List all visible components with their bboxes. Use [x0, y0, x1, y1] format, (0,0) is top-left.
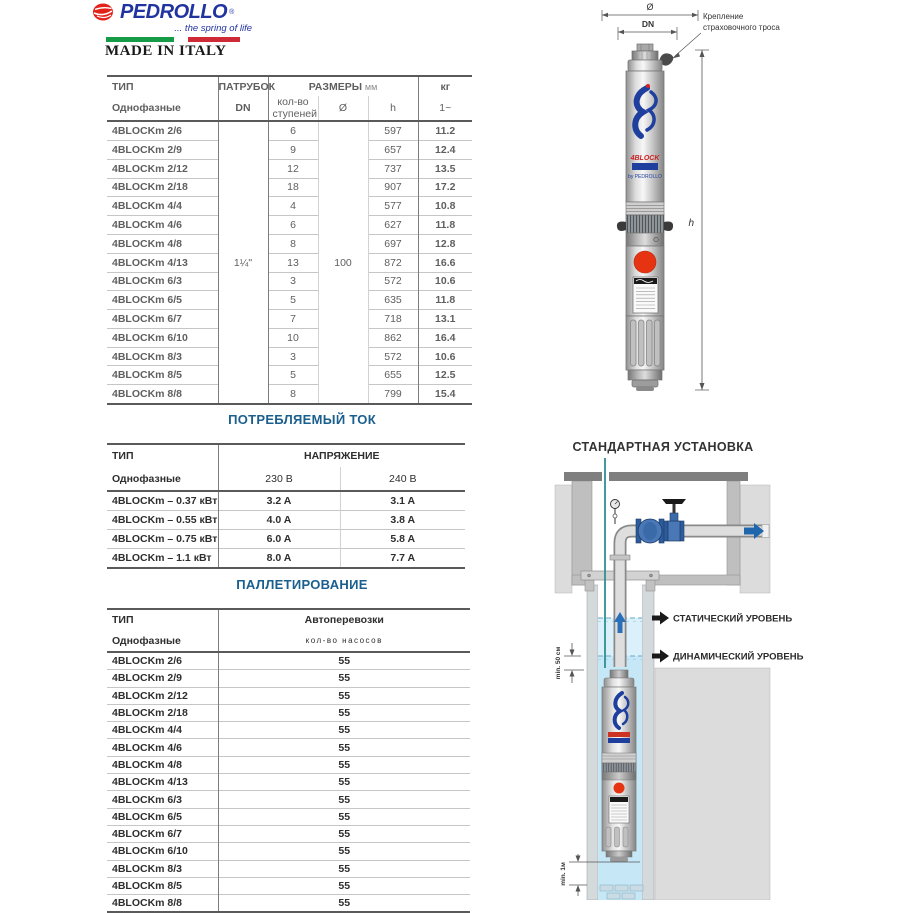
well-casing-left	[587, 585, 598, 900]
header-row-2	[107, 467, 465, 491]
pump-dim-dn	[618, 19, 677, 40]
col-header-240v: 240 В	[340, 467, 465, 491]
pallet-cell-type: 4BLOCKm 2/9	[107, 670, 218, 687]
current-cell-type: 4BLOCKm – 1.1 кВт	[107, 549, 218, 569]
dim-cell-h: 577	[368, 197, 418, 216]
table-row	[107, 670, 470, 687]
gate-valve	[662, 499, 686, 541]
dim-cell-kg: 10.6	[418, 347, 472, 366]
header-row-1	[107, 444, 465, 467]
pallet-table-body	[107, 652, 470, 912]
registered-mark: ®	[229, 8, 235, 16]
header-row-2	[107, 630, 470, 652]
dim-cell-h: 572	[368, 347, 418, 366]
dim-cell-dn: 1¼"	[218, 121, 268, 404]
table-row	[107, 121, 472, 140]
dim-cell-stages: 18	[268, 178, 318, 197]
pump-brand-band	[632, 163, 658, 170]
dim-cell-type: 4BLOCKm 6/3	[107, 272, 218, 291]
table-row	[107, 234, 472, 253]
col-header-type-sub: Однофазные	[107, 96, 218, 121]
min-depth-dimension	[555, 643, 584, 683]
dim-cell-type: 4BLOCKm 4/13	[107, 253, 218, 272]
min-bottom-label: min. 1м	[560, 862, 567, 886]
installation-title: СТАНДАРТНАЯ УСТАНОВКА	[572, 440, 754, 454]
dim-cell-type: 4BLOCKm 6/5	[107, 291, 218, 310]
pallet-cell-type: 4BLOCKm 2/12	[107, 687, 218, 704]
dim-cell-stages: 5	[268, 366, 318, 385]
current-table-header	[107, 444, 465, 491]
col-header-transport-sub: кол-во насосов	[218, 630, 470, 652]
cable-label-line2: страховочного троса	[703, 23, 780, 32]
table-row	[107, 272, 472, 291]
cable-guard-right	[664, 222, 673, 231]
current-cell-230v: 4.0 A	[218, 511, 340, 530]
dim-cell-kg: 13.1	[418, 310, 472, 329]
sizes-label: РАЗМЕРЫ	[308, 80, 362, 93]
pallet-table-header	[107, 609, 470, 652]
pallet-cell-type: 4BLOCKm 4/4	[107, 722, 218, 739]
pump-suction-grate	[626, 215, 664, 233]
red-dot-badge	[634, 251, 656, 273]
pallet-cell-qty: 55	[218, 739, 470, 756]
dim-cell-h: 697	[368, 234, 418, 253]
dim-cell-kg: 10.8	[418, 197, 472, 216]
pallet-cell-qty: 55	[218, 756, 470, 773]
min-depth-label: min. 50 см	[555, 646, 562, 680]
cable-mount-callout	[672, 12, 780, 59]
pallet-cell-type: 4BLOCKm 6/10	[107, 843, 218, 860]
dim-cell-type: 4BLOCKm 8/5	[107, 366, 218, 385]
dynamic-level-callout	[652, 650, 804, 663]
height-label: h	[688, 218, 694, 229]
current-cell-230v: 6.0 A	[218, 530, 340, 549]
pump-brand-sub: by PEDROLLO	[628, 174, 662, 180]
table-row	[107, 178, 472, 197]
static-level-callout	[652, 612, 792, 625]
dim-cell-stages: 12	[268, 159, 318, 178]
current-cell-type: 4BLOCKm – 0.55 кВт	[107, 511, 218, 530]
dim-cell-type: 4BLOCKm 6/7	[107, 310, 218, 329]
table-row	[107, 774, 470, 791]
dim-cell-kg: 12.4	[418, 140, 472, 159]
dim-cell-type: 4BLOCKm 8/3	[107, 347, 218, 366]
pallet-cell-type: 4BLOCKm 2/6	[107, 652, 218, 670]
table-row	[107, 216, 472, 235]
pallet-cell-qty: 55	[218, 774, 470, 791]
dim-cell-stages: 7	[268, 310, 318, 329]
table-row	[107, 687, 470, 704]
pallet-cell-qty: 55	[218, 722, 470, 739]
dim-cell-type: 4BLOCKm 2/12	[107, 159, 218, 178]
static-level-label: СТАТИЧЕСКИЙ УРОВЕНЬ	[673, 613, 793, 625]
current-cell-type: 4BLOCKm – 0.37 кВт	[107, 491, 218, 511]
dim-cell-stages: 5	[268, 291, 318, 310]
table-row	[107, 808, 470, 825]
current-cell-240v: 7.7 A	[340, 549, 465, 569]
dim-cell-type: 4BLOCKm 4/4	[107, 197, 218, 216]
dim-cell-stages: 3	[268, 347, 318, 366]
pallet-cell-type: 4BLOCKm 4/13	[107, 774, 218, 791]
pallet-cell-qty: 55	[218, 791, 470, 808]
pump-dim-height	[688, 50, 709, 390]
pallet-cell-qty: 55	[218, 670, 470, 687]
brand-logo	[92, 2, 252, 22]
pump-nameplate	[633, 277, 658, 313]
ground-right-upper	[740, 485, 770, 593]
table-row	[107, 197, 472, 216]
made-in-italy-label: MADE IN ITALY	[105, 43, 227, 59]
pallet-cell-qty: 55	[218, 687, 470, 704]
dim-cell-stages: 9	[268, 140, 318, 159]
dim-cell-h: 718	[368, 310, 418, 329]
table-row	[107, 843, 470, 860]
pallet-cell-qty: 55	[218, 843, 470, 860]
pump-discharge-port	[637, 44, 653, 51]
dim-cell-h: 872	[368, 253, 418, 272]
dim-cell-kg: 12.8	[418, 234, 472, 253]
pit-cover	[564, 472, 748, 481]
pit-floor-right	[652, 575, 740, 585]
dynamic-level-label: ДИНАМИЧЕСКИЙ УРОВЕНЬ	[673, 651, 804, 663]
dim-cell-stages: 8	[268, 234, 318, 253]
col-header-transport: Автоперевозки	[304, 614, 384, 626]
dim-cell-type: 4BLOCKm 2/6	[107, 121, 218, 140]
dim-cell-h: 737	[368, 159, 418, 178]
level-arrow-icon	[652, 650, 669, 663]
dim-cell-stages: 10	[268, 328, 318, 347]
well-casing-right	[642, 585, 654, 900]
dim-cell-stages: 13	[268, 253, 318, 272]
pump-bottom-ring	[628, 370, 662, 380]
pallet-section-title: ПАЛЛЕТИРОВАНИЕ	[236, 577, 368, 592]
table-row	[107, 530, 465, 549]
dim-cell-stages: 8	[268, 385, 318, 404]
header-row-1	[107, 609, 470, 630]
pump-bottom-cap	[632, 380, 658, 387]
dim-cell-stages: 4	[268, 197, 318, 216]
current-table	[107, 443, 465, 569]
table-row	[107, 791, 470, 808]
col-header-sizes	[268, 76, 418, 96]
pallet-cell-type: 4BLOCKm 2/18	[107, 704, 218, 721]
dim-cell-h: 655	[368, 366, 418, 385]
pallet-cell-type: 4BLOCKm 8/3	[107, 860, 218, 877]
dim-cell-h: 657	[368, 140, 418, 159]
table-row	[107, 549, 465, 569]
col-header-type: ТИП	[107, 76, 218, 96]
header-row-2	[107, 96, 472, 121]
pallet-cell-type: 4BLOCKm 6/7	[107, 825, 218, 842]
brand-tagline: ... the spring of life	[174, 23, 252, 34]
diameter-symbol-label: Ø	[646, 2, 654, 12]
table-row	[107, 877, 470, 894]
dim-cell-diameter: 100	[318, 121, 368, 404]
current-section-title: ПОТРЕБЛЯЕМЫЙ ТОК	[228, 412, 376, 427]
col-header-height: h	[368, 96, 418, 121]
dim-cell-type: 4BLOCKm 8/8	[107, 385, 218, 404]
pallet-table	[107, 608, 470, 913]
col-header-diameter: Ø	[318, 96, 368, 121]
dim-cell-kg: 12.5	[418, 366, 472, 385]
dim-cell-type: 4BLOCKm 6/10	[107, 328, 218, 347]
cable-label-line1: Крепление	[703, 12, 744, 21]
dim-cell-type: 4BLOCKm 2/18	[107, 178, 218, 197]
pallet-cell-type: 4BLOCKm 8/5	[107, 877, 218, 894]
dim-cell-h: 862	[368, 328, 418, 347]
flag-red-stripe	[188, 37, 240, 42]
dimensions-table-body	[107, 121, 472, 404]
pump-illustration	[617, 44, 673, 391]
sizes-unit: мм	[364, 81, 378, 92]
dim-cell-type: 4BLOCKm 2/9	[107, 140, 218, 159]
dim-cell-kg: 13.5	[418, 159, 472, 178]
italy-flag-bar	[92, 37, 252, 42]
pump-bottom-tip	[636, 387, 654, 391]
pallet-cell-type: 4BLOCKm 6/3	[107, 791, 218, 808]
level-arrow-icon	[652, 612, 669, 625]
dim-cell-h: 597	[368, 121, 418, 140]
pallet-cell-qty: 55	[218, 860, 470, 877]
dim-cell-h: 635	[368, 291, 418, 310]
table-row	[107, 652, 470, 670]
ground-right-lower	[655, 668, 770, 900]
current-table-body	[107, 491, 465, 568]
pit-wall-left	[572, 481, 592, 585]
dim-cell-kg: 10.6	[418, 272, 472, 291]
dim-cell-h: 572	[368, 272, 418, 291]
pallet-cell-type: 4BLOCKm 4/8	[107, 756, 218, 773]
table-row	[107, 860, 470, 877]
dim-cell-kg: 16.4	[418, 328, 472, 347]
table-row	[107, 347, 472, 366]
brand-block	[92, 2, 252, 60]
table-row	[107, 159, 472, 178]
pedrollo-swirl-icon	[92, 2, 118, 22]
submerged-pump	[602, 670, 636, 862]
col-header-type: ТИП	[107, 444, 218, 467]
table-row	[107, 825, 470, 842]
table-row	[107, 704, 470, 721]
pressure-gauge	[611, 500, 620, 525]
pallet-cell-qty: 55	[218, 895, 470, 913]
pump-shoulder	[628, 60, 662, 71]
pallet-cell-qty: 55	[218, 877, 470, 894]
pallet-cell-qty: 55	[218, 704, 470, 721]
dim-cell-stages: 6	[268, 216, 318, 235]
pump-screw	[654, 237, 658, 241]
dim-cell-h: 627	[368, 216, 418, 235]
col-header-230v: 230 В	[218, 467, 340, 491]
cable-guard-left	[617, 222, 626, 231]
check-valve	[636, 519, 664, 543]
table-row	[107, 756, 470, 773]
dim-cell-type: 4BLOCKm 4/6	[107, 216, 218, 235]
dim-cell-h: 907	[368, 178, 418, 197]
col-header-voltage: НАПРЯЖЕНИЕ	[304, 450, 380, 462]
col-header-port: ПАТРУБОК	[218, 76, 268, 96]
pallet-cell-type: 4BLOCKm 8/8	[107, 895, 218, 913]
current-cell-240v: 3.1 A	[340, 491, 465, 511]
ground-left	[555, 485, 572, 593]
table-row	[107, 491, 465, 511]
col-header-type-sub: Однофазные	[107, 467, 218, 491]
pallet-cell-qty: 55	[218, 825, 470, 842]
current-cell-230v: 3.2 A	[218, 491, 340, 511]
red-dot-badge	[614, 783, 625, 794]
riser-union-flange	[610, 555, 630, 560]
table-row	[107, 253, 472, 272]
pallet-cell-type: 4BLOCKm 4/6	[107, 739, 218, 756]
dim-cell-kg: 17.2	[418, 178, 472, 197]
table-row	[107, 385, 472, 404]
col-header-type-sub: Однофазные	[107, 630, 218, 652]
table-row	[107, 291, 472, 310]
dim-cell-stages: 6	[268, 121, 318, 140]
table-row	[107, 310, 472, 329]
pallet-cell-qty: 55	[218, 808, 470, 825]
dim-cell-stages: 3	[268, 272, 318, 291]
table-row	[107, 140, 472, 159]
current-cell-type: 4BLOCKm – 0.75 кВт	[107, 530, 218, 549]
current-cell-240v: 3.8 A	[340, 511, 465, 530]
dim-cell-kg: 16.6	[418, 253, 472, 272]
col-header-weight: кг	[440, 80, 451, 93]
header-row-1	[107, 76, 472, 96]
pallet-cell-qty: 55	[218, 652, 470, 670]
dim-cell-type: 4BLOCKm 4/8	[107, 234, 218, 253]
valve-handle	[662, 499, 686, 504]
col-header-stages: кол-во ступеней	[268, 96, 318, 121]
col-header-type: ТИП	[107, 609, 218, 630]
dimensions-table-header	[107, 76, 472, 121]
table-row	[107, 328, 472, 347]
dim-cell-kg: 11.2	[418, 121, 472, 140]
table-row	[107, 366, 472, 385]
pallet-cell-type: 4BLOCKm 6/5	[107, 808, 218, 825]
brand-name: PEDROLLO	[120, 1, 228, 23]
dim-cell-kg: 15.4	[418, 385, 472, 404]
flag-green-stripe	[106, 37, 174, 42]
current-cell-230v: 8.0 A	[218, 549, 340, 569]
pump-brand-text: 4BLOCK	[630, 155, 660, 162]
installation-diagram	[540, 455, 900, 900]
table-row	[107, 511, 465, 530]
dn-label: DN	[641, 19, 655, 29]
dimensions-table	[107, 75, 472, 405]
table-row	[107, 895, 470, 913]
dim-cell-h: 799	[368, 385, 418, 404]
col-header-dn: DN	[218, 96, 268, 121]
dim-cell-kg: 11.8	[418, 291, 472, 310]
table-row	[107, 722, 470, 739]
pump-dimension-figure	[575, 0, 825, 410]
pump-cap	[632, 51, 658, 60]
table-row	[107, 739, 470, 756]
col-header-phase: 1~	[418, 96, 472, 121]
current-cell-240v: 5.8 A	[340, 530, 465, 549]
dim-cell-kg: 11.8	[418, 216, 472, 235]
